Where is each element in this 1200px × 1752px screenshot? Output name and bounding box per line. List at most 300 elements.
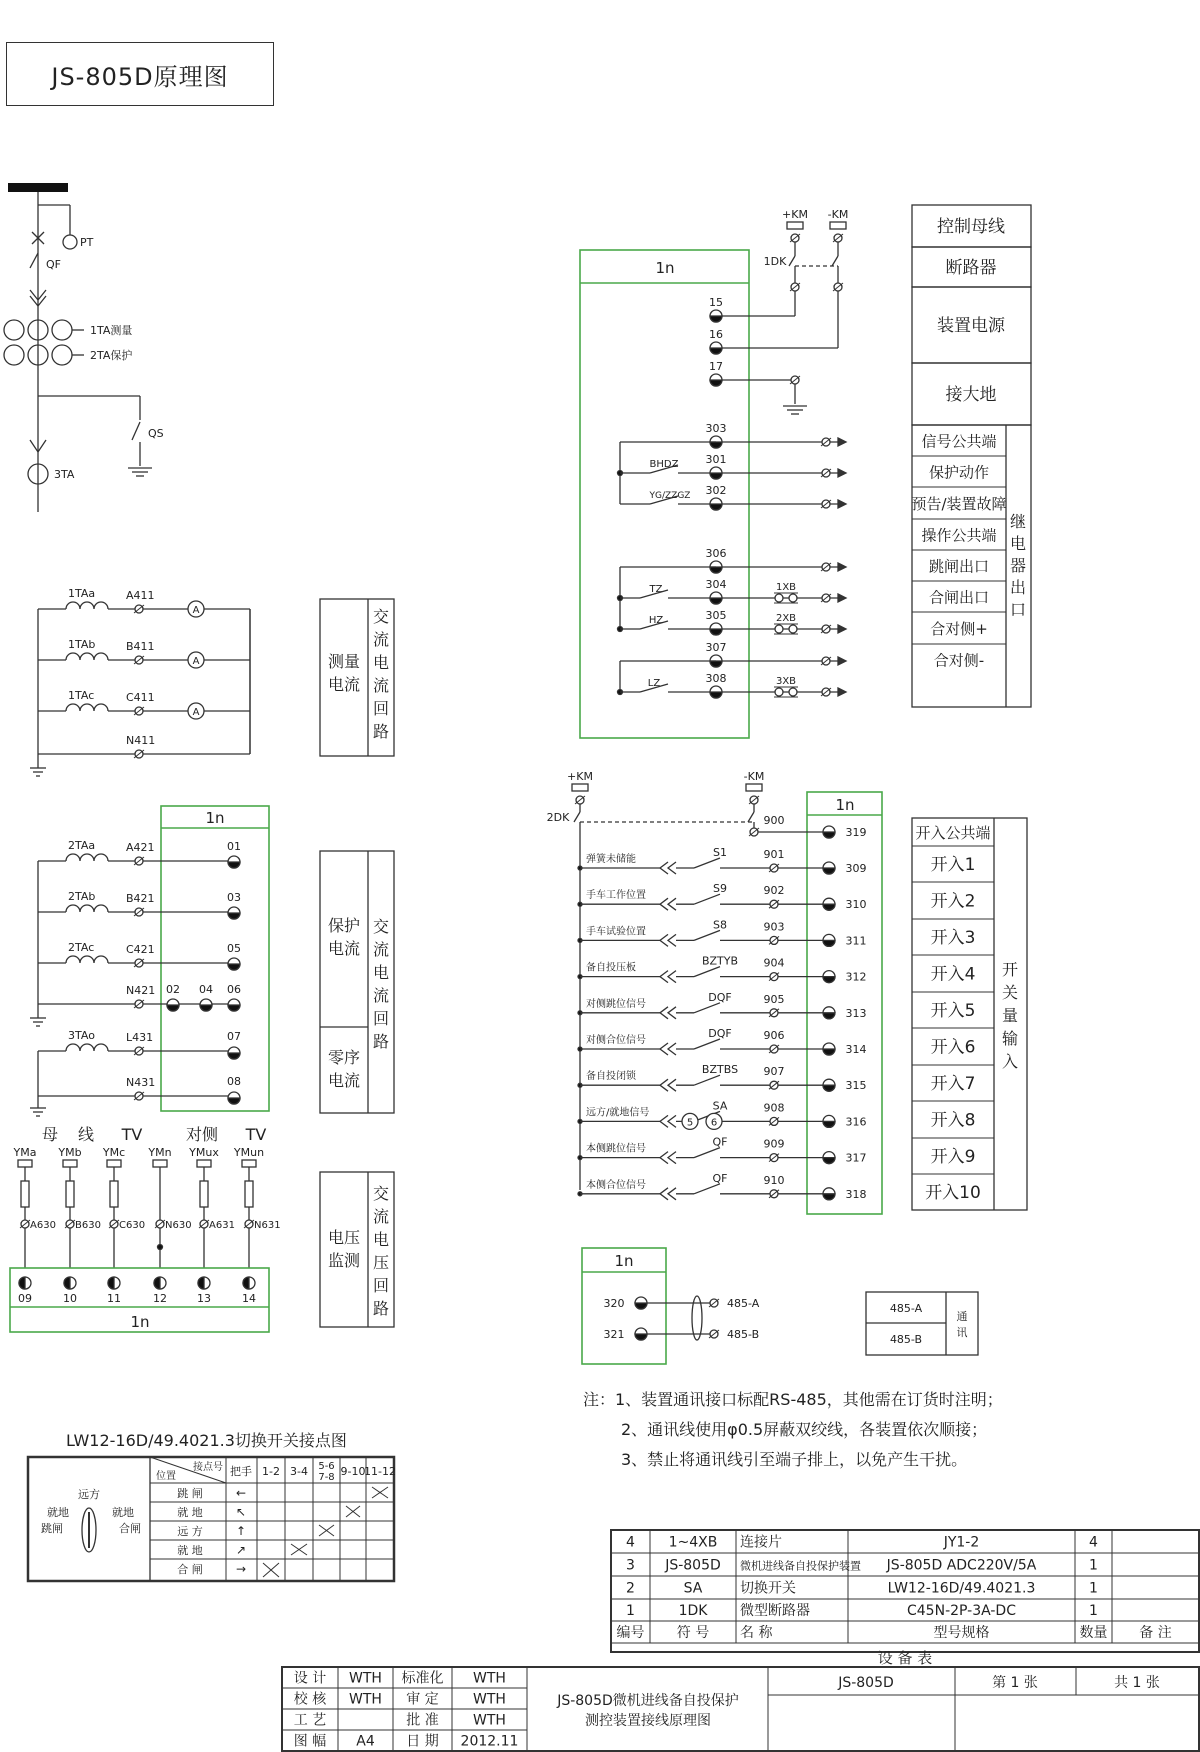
comm-label: 485-B: [889, 1333, 923, 1346]
di-terminal-314-fill: [823, 1049, 835, 1055]
di-label-2: 开入2: [930, 891, 976, 912]
ym-connector: [197, 1160, 211, 1167]
di-wire: 904: [763, 956, 785, 970]
power-terminal-16-fill: [710, 348, 722, 354]
ct-label: 1TAc: [68, 689, 95, 702]
equipment-cell: 符 号: [676, 1625, 710, 1641]
term-number: 319: [845, 826, 867, 839]
km-connector: [830, 222, 846, 229]
comm-side-label: 讯: [956, 1326, 968, 1339]
chart-col: 5-6: [318, 1461, 335, 1472]
double-arrow-icon: [660, 1079, 676, 1091]
relay-terminal-301-fill: [710, 473, 722, 479]
relay-label-4: 跳闸出口: [928, 557, 990, 576]
chart-row-pos: 就 地: [177, 1506, 203, 1519]
di-label-8: 开入8: [930, 1110, 976, 1131]
di-terminal-319-fill: [823, 832, 835, 838]
xb-link: [775, 688, 783, 696]
arrow-icon: [838, 438, 846, 446]
note-2: 2、通讯线使用φ0.5屏蔽双绞线，各装置依次顺接；: [621, 1420, 988, 1439]
title-block-cell: 2012.11: [460, 1733, 519, 1750]
equipment-cell: 型号规格: [933, 1625, 990, 1641]
fuse: [21, 1181, 29, 1207]
meas-side-label: 路: [372, 722, 390, 741]
volt-side-label: 电: [372, 1230, 390, 1249]
prot-side-label: 交: [372, 917, 390, 936]
double-arrow-icon: [660, 1115, 676, 1127]
di-switch-label: S8: [713, 918, 727, 932]
term-number: 16: [709, 328, 723, 341]
drawing-name-2: 测控装置接线原理图: [585, 1713, 711, 1729]
ammeter-label: A: [192, 707, 200, 718]
prot-terminal-01-fill: [228, 862, 240, 868]
zero-label-1: 零序: [327, 1048, 361, 1067]
equipment-cell: 1~4XB: [668, 1534, 718, 1551]
wire-label: N411: [126, 734, 156, 747]
chart-row-pos: 远 方: [177, 1525, 203, 1538]
meas-side-label: 流: [372, 676, 390, 695]
ct-label: 1TAa: [68, 587, 96, 600]
ct-1TAc: [66, 704, 108, 711]
chart-row-pos: 跳 闸: [177, 1487, 203, 1500]
power-terminal-17-fill: [710, 380, 722, 386]
di-terminal-315-fill: [823, 1085, 835, 1091]
qs-blade: [132, 422, 140, 440]
term-number: 315: [845, 1079, 867, 1093]
volt-block-label: 1n: [130, 1313, 150, 1331]
di-dk-label: 2DK: [546, 811, 570, 824]
ct-label: 2TAc: [68, 941, 95, 954]
di-terminal-313-fill: [823, 1013, 835, 1019]
arrow-icon: [838, 563, 846, 571]
volt-heading: TV: [245, 1125, 267, 1144]
ym-label: YMux: [189, 1146, 219, 1159]
wire-label: C411: [126, 691, 155, 704]
right-label-2: 装置电源: [937, 316, 1005, 336]
relay-terminal-303-fill: [710, 442, 722, 448]
km-minus: -KM: [827, 208, 849, 221]
xb-link: [775, 594, 783, 602]
term-number: 11: [107, 1292, 121, 1305]
relay-terminal-302-fill: [710, 504, 722, 510]
volt-side-label: 路: [372, 1299, 390, 1318]
junction: [158, 1245, 163, 1250]
xb-label: 2XB: [775, 613, 797, 624]
ct-label: 1TAb: [68, 638, 96, 651]
dk-blade: [574, 812, 580, 822]
chart-col-handle: 把手: [230, 1465, 252, 1478]
di-switch-label: DQF: [708, 1027, 732, 1040]
ta1-ring: [4, 320, 24, 340]
terminal-fill: [198, 1277, 204, 1289]
volt-label-2: 监测: [327, 1251, 361, 1270]
wire-label: A421: [126, 841, 155, 854]
chart-corner-bottom: 位置: [156, 1471, 176, 1482]
fuse: [200, 1181, 208, 1207]
relay-terminal-308-fill: [710, 692, 722, 698]
switch-chart-title: LW12-16D/49.4021.3切换开关接点图: [66, 1431, 347, 1450]
prot-side-label: 流: [372, 940, 390, 959]
sheet-number: 第 1 张: [992, 1675, 1038, 1691]
term-number: 302: [705, 484, 727, 497]
term-number: 307: [705, 641, 727, 654]
di-wire: 901: [763, 848, 785, 861]
contact-label: BHDZ: [649, 459, 679, 470]
fuse: [245, 1181, 253, 1207]
dk-label: 1DK: [763, 255, 787, 268]
ct-label: 3TAo: [68, 1029, 95, 1042]
di-signal-label: 远方/就地信号: [586, 1107, 650, 1119]
ammeter-label: A: [192, 656, 200, 667]
km-connector: [572, 784, 588, 791]
title-block-cell: 校 核: [293, 1691, 327, 1708]
di-signal-label: 弹簧未储能: [586, 854, 636, 865]
prot-label-1: 保护: [327, 916, 361, 935]
di-terminal-316-fill: [823, 1121, 835, 1127]
ym-label: YMc: [102, 1146, 126, 1159]
term-number: 13: [197, 1292, 211, 1305]
dial-label-bl: 跳闸: [41, 1522, 63, 1535]
di-side-label: 开: [1001, 960, 1019, 979]
title-block-cell: 审 定: [406, 1691, 439, 1708]
chart-col: 1-2: [262, 1465, 280, 1478]
volt-wire-label: N630: [165, 1220, 192, 1231]
wire-label: A411: [126, 589, 155, 602]
chart-row-arrow: ↑: [235, 1524, 247, 1538]
di-label-6: 开入6: [930, 1037, 976, 1058]
ct-1TAa: [66, 602, 108, 609]
term-number: 303: [705, 422, 727, 435]
prot-terminal-02-fill: [167, 1005, 179, 1011]
double-arrow-icon: [660, 1152, 676, 1164]
ct-2TAc: [66, 956, 108, 963]
dial-label-left: 就地: [47, 1506, 69, 1519]
dial-label-right: 就地: [112, 1506, 134, 1519]
fuse: [110, 1181, 118, 1207]
dk-blade: [748, 812, 754, 822]
term-number: 305: [705, 609, 727, 622]
term-number: 308: [705, 672, 727, 685]
relay-side-label: 电: [1009, 534, 1027, 553]
comm-wire-label: 485-A: [727, 1297, 760, 1310]
equipment-cell: 名 称: [740, 1625, 773, 1641]
meas-side-label: 流: [372, 630, 390, 649]
title-block-cell: 标准化: [401, 1670, 444, 1687]
ym-connector: [107, 1160, 121, 1167]
arrow-icon: [838, 657, 846, 665]
equipment-cell: JY1-2: [943, 1534, 980, 1551]
xb-link: [775, 625, 783, 633]
relay-terminal-306-fill: [710, 567, 722, 573]
prot-side-label: 流: [372, 986, 390, 1005]
comm-side-label: 通: [956, 1310, 968, 1323]
relay-label-7: 合对侧-: [933, 651, 985, 670]
di-switch-label: BZTYB: [701, 954, 739, 968]
di-switch: [694, 1075, 720, 1085]
title-block-cell: WTH: [473, 1670, 506, 1687]
km-connector: [746, 784, 762, 791]
term-number: 312: [845, 970, 867, 984]
term-number: 15: [709, 296, 723, 309]
di-label-4: 开入4: [930, 964, 976, 985]
equipment-cell: 微机进线备自投保护装置: [740, 1559, 861, 1573]
meas-side-label: 回: [372, 699, 390, 718]
term-number: 08: [227, 1075, 241, 1088]
zero-terminal-08-fill: [228, 1098, 240, 1104]
xb-label: 1XB: [775, 582, 797, 593]
ct-3TAo: [66, 1044, 108, 1051]
di-switch: [694, 967, 720, 977]
xb-label: 3XB: [775, 676, 797, 687]
contact-label: YG/ZZGZ: [649, 491, 691, 501]
ta1-label: 1TA测量: [90, 324, 133, 337]
title-block-cell: 工 艺: [293, 1712, 327, 1729]
sa-pin-label: 5: [686, 1117, 694, 1129]
equipment-cell: 备 注: [1139, 1625, 1172, 1641]
ta3-label: 3TA: [54, 468, 75, 481]
power-terminal-15-fill: [710, 316, 722, 322]
di-wire: 908: [763, 1101, 785, 1115]
ct-1TAb: [66, 653, 108, 660]
comm-wire-label: 485-B: [727, 1328, 760, 1341]
prot-terminal-04-fill: [200, 1005, 212, 1011]
chart-row-pos: 合 闸: [177, 1563, 203, 1576]
di-signal-label: 本侧合位信号: [586, 1179, 646, 1191]
double-arrow-icon: [660, 1043, 676, 1055]
wire-label: B411: [126, 640, 155, 653]
term-number: 04: [199, 983, 213, 996]
relay-label-6: 合对侧+: [930, 620, 988, 638]
equipment-cell: 编号: [616, 1625, 645, 1641]
di-signal-label: 备自投压板: [586, 962, 636, 974]
equipment-cell: 1DK: [678, 1603, 708, 1619]
equipment-cell: 数量: [1079, 1625, 1108, 1641]
meas-label-2: 电流: [327, 675, 361, 694]
ct-label: 2TAb: [68, 890, 96, 903]
equipment-cell: JS-805D: [665, 1557, 721, 1574]
relay-label-0: 信号公共端: [921, 432, 997, 451]
ta1-ring: [52, 320, 72, 340]
relay-side-label: 器: [1009, 556, 1027, 575]
terminal-fill: [243, 1277, 249, 1289]
equipment-cell: 1: [626, 1603, 635, 1619]
volt-label-1: 电压: [327, 1228, 361, 1247]
km-plus: +KM: [782, 208, 808, 221]
wire-label: N431: [126, 1076, 156, 1089]
equipment-cell: 1: [1089, 1603, 1098, 1619]
equipment-cell: 4: [626, 1534, 635, 1551]
di-switch: [694, 1148, 720, 1158]
double-arrow-icon: [660, 1188, 676, 1200]
ym-label: YMn: [148, 1146, 172, 1159]
prot-1n-block: [161, 806, 269, 1111]
double-arrow-icon: [660, 862, 676, 874]
qs-label: QS: [148, 427, 164, 440]
arrow-icon: [838, 688, 846, 696]
term-number: 306: [705, 547, 727, 560]
comm-block-label: 1n: [614, 1252, 634, 1270]
terminal-fill: [19, 1277, 25, 1289]
volt-side-label: 压: [372, 1253, 390, 1272]
relay-label-3: 操作公共端: [921, 526, 997, 545]
right-label-0: 控制母线: [937, 217, 1005, 237]
ct-label: 2TAa: [68, 839, 96, 852]
di-block-label: 1n: [835, 796, 855, 814]
arrow-icon: [838, 625, 846, 633]
equipment-cell: 3: [626, 1557, 635, 1574]
di-km-minus: -KM: [743, 770, 765, 783]
di-switch: [694, 1003, 720, 1013]
di-side-label: 输: [1001, 1029, 1019, 1048]
chart-corner-top: 接点号: [193, 1462, 223, 1473]
term-number: 313: [845, 1006, 867, 1020]
term-number: 309: [845, 862, 867, 875]
di-switch-label: DQF: [708, 990, 732, 1004]
ammeter-label: A: [192, 605, 200, 616]
prot-terminal-03-fill: [228, 913, 240, 919]
term-number: 06: [227, 983, 241, 996]
di-1n-block: [807, 792, 882, 1214]
double-arrow-icon: [660, 898, 676, 910]
term-number: 304: [705, 578, 727, 591]
sa-pin-label: 6: [710, 1117, 718, 1129]
dk-blade: [789, 256, 795, 266]
term-number: 310: [845, 898, 867, 912]
equipment-cell: 1: [1089, 1580, 1098, 1597]
equipment-cell: SA: [683, 1580, 703, 1597]
chart-col: 3-4: [290, 1465, 308, 1478]
di-label-0: 开入公共端: [915, 824, 991, 842]
di-label-7: 开入7: [930, 1074, 976, 1094]
di-signal-label: 手车试验位置: [586, 926, 646, 938]
pt-label: PT: [80, 236, 94, 249]
equipment-caption: 设 备 表: [877, 1649, 933, 1667]
title-block-cell: A4: [356, 1733, 375, 1750]
term-number: 03: [227, 891, 241, 904]
equipment-cell: C45N-2P-3A-DC: [907, 1603, 1016, 1619]
meas-side-label: 电: [372, 653, 390, 672]
title-block-cell: WTH: [349, 1691, 382, 1708]
di-side-label: 入: [1001, 1052, 1019, 1071]
double-arrow-icon: [660, 971, 676, 983]
km-connector: [787, 222, 803, 229]
term-number: 12: [153, 1292, 167, 1305]
equipment-cell: JS-805D ADC220V/5A: [886, 1557, 1037, 1574]
double-arrow-icon: [660, 1007, 676, 1019]
term-number: 02: [166, 983, 180, 996]
term-number: 314: [845, 1043, 867, 1056]
terminal-fill: [108, 1277, 114, 1289]
chart-col: 7-8: [318, 1472, 335, 1483]
di-terminal-318-fill: [823, 1194, 835, 1200]
di-signal-label: 对侧跳位信号: [586, 998, 646, 1010]
di-wire: 905: [763, 992, 785, 1006]
di-signal-label: 对侧合位信号: [586, 1035, 646, 1046]
term-number: 14: [242, 1292, 256, 1305]
relay-side-label: 口: [1009, 600, 1027, 619]
relay-label-1: 保护动作: [928, 463, 990, 482]
right-label-1: 断路器: [945, 258, 997, 278]
qf-blade: [30, 253, 38, 268]
di-signal-label: 本侧跳位信号: [586, 1143, 646, 1155]
prot-terminal-06-fill: [228, 1005, 240, 1011]
di-switch-label: QF: [712, 1135, 728, 1149]
di-signal-label: 备自投闭锁: [586, 1071, 636, 1083]
dk-blade: [832, 256, 838, 266]
drawing-number: JS-805D: [838, 1675, 894, 1691]
contact-label: TZ: [649, 584, 663, 595]
term-number: 05: [227, 942, 241, 955]
equipment-cell: 切换开关: [740, 1580, 796, 1597]
di-switch: [694, 858, 720, 868]
chart-row-arrow: →: [235, 1562, 247, 1576]
terminal-fill: [154, 1277, 160, 1289]
di-switch-label: BZTBS: [701, 1063, 739, 1077]
arrow-icon: [838, 594, 846, 602]
ym-connector: [63, 1160, 77, 1167]
term-number: 301: [705, 453, 727, 466]
di-switch-label: QF: [712, 1171, 728, 1185]
volt-heading: 线: [77, 1125, 95, 1144]
di-switch-label: S9: [713, 882, 727, 896]
ct-2TAb: [66, 905, 108, 912]
title-block-cell: 日 期: [406, 1733, 439, 1750]
notes: [583, 1385, 1003, 1475]
total-sheets: 共 1 张: [1114, 1675, 1160, 1691]
term-number: 01: [227, 840, 241, 853]
title-block-cell: WTH: [473, 1691, 506, 1708]
title-block-cell: WTH: [349, 1670, 382, 1687]
chart-row-arrow: ←: [235, 1486, 247, 1500]
term-number: 311: [845, 934, 867, 948]
meas-side-label: 交: [372, 607, 390, 626]
ta2-ring: [4, 345, 24, 365]
di-wire: 907: [763, 1065, 785, 1079]
term-number: 316: [845, 1115, 867, 1129]
equipment-cell: 2: [626, 1580, 635, 1597]
prot-terminal-05-fill: [228, 964, 240, 970]
di-switch: [694, 1184, 720, 1194]
volt-wire-label: A631: [209, 1220, 235, 1231]
ym-label: YMun: [233, 1146, 265, 1159]
di-terminal-312-fill: [823, 977, 835, 983]
diagram-title: JS-805D原理图: [6, 42, 274, 106]
di-label-9: 开入9: [930, 1147, 976, 1167]
volt-side-label: 回: [372, 1276, 390, 1295]
prot-side-label: 电: [372, 963, 390, 982]
relay-terminal-304-fill: [710, 598, 722, 604]
equipment-cell: 微型断路器: [740, 1603, 810, 1619]
term-number: 318: [845, 1187, 867, 1201]
di-terminal-310-fill: [823, 904, 835, 910]
comm-label: 485-A: [889, 1302, 923, 1315]
wire-label: C421: [126, 943, 155, 956]
volt-wire-label: B630: [75, 1220, 101, 1231]
meas-label-1: 测量: [327, 652, 361, 671]
ym-connector: [153, 1160, 167, 1167]
term-number: 321: [603, 1328, 625, 1341]
chart-row-arrow: ↗: [235, 1543, 247, 1557]
ct-2TAa: [66, 854, 108, 861]
di-wire: 902: [763, 884, 785, 898]
volt-side-label: 交: [372, 1184, 390, 1203]
relay-label-2: 预告/装置故障: [911, 495, 1007, 513]
contact-label: HZ: [648, 615, 664, 626]
pt-symbol: [63, 235, 77, 249]
di-wire: 903: [763, 920, 785, 934]
double-arrow-icon: [660, 934, 676, 946]
arrow-icon: [838, 469, 846, 477]
